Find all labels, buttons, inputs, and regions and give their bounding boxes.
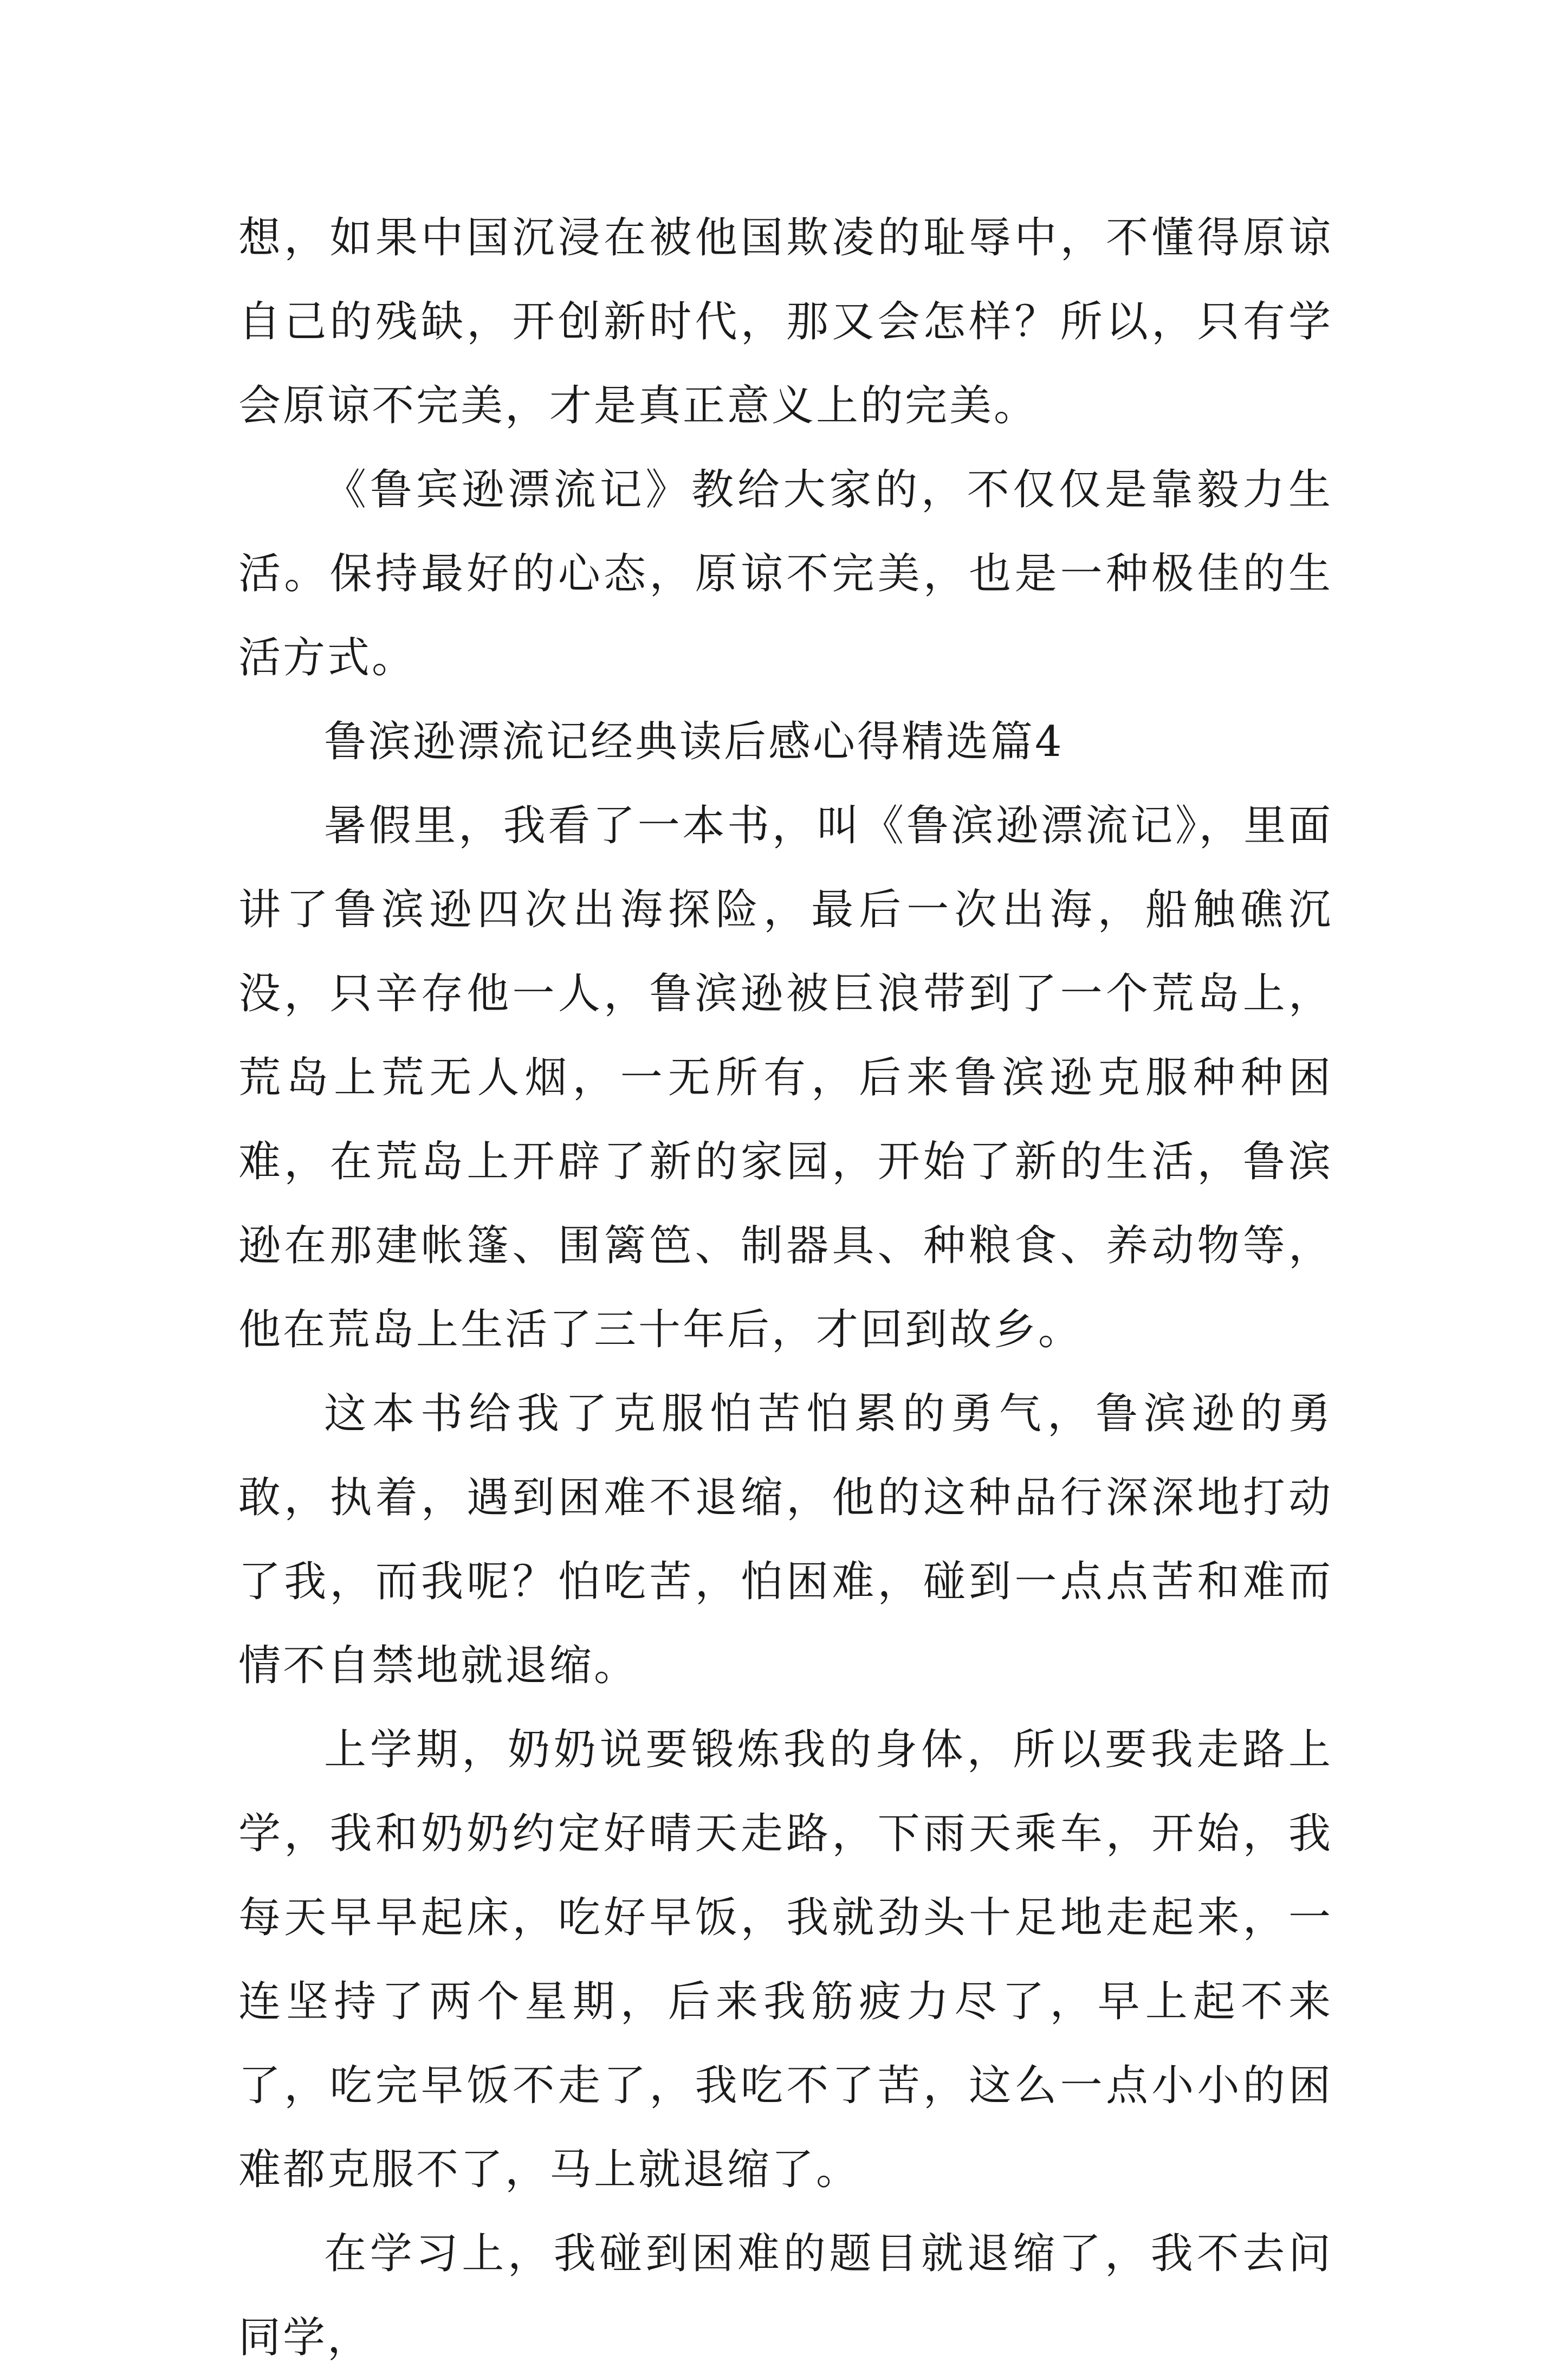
paragraph-2: 《鲁宾逊漂流记》教给大家的，不仅仅是靠毅力生活。保持最好的心态，原谅不完美，也是一种极佳的生活方式。 (238, 465, 1333, 682)
paragraph-4: 这本书给我了克服怕苦怕累的勇气，鲁滨逊的勇敢，执着，遇到困难不退缩，他的这种品行深深地打动了我，而我呢？怕吃苦，怕困难，碰到一点点苦和难而情不自禁地就退缩。 (238, 1389, 1333, 1690)
document-body (238, 196, 1333, 2380)
paragraph-1: 想，如果中国沉浸在被他国欺凌的耻辱中，不懂得原谅自己的残缺，开创新时代，那又会怎样？所以，只有学会原谅不完美，才是真正意义上的完美。 (238, 214, 1333, 430)
paragraph-3: 暑假里，我看了一本书，叫《鲁滨逊漂流记》，里面讲了鲁滨逊四次出海探险，最后一次出海，船触礁沉没，只辛存他一人，鲁滨逊被巨浪带到了一个荒岛上，荒岛上荒无人烟，一无所有，后来鲁滨逊克服种种困难，在荒岛上开辟了新的家园，开始了新的生活，鲁滨逊在那建帐篷、围篱笆、制器具、种粮食、养动物等，他在荒岛上生活了三十年后，才回到故乡。 (238, 801, 1333, 1354)
section-heading: 鲁滨逊漂流记经典读后感心得精选篇4 (324, 717, 1064, 766)
paragraph-5: 上学期，奶奶说要锻炼我的身体，所以要我走路上学，我和奶奶约定好晴天走路，下雨天乘车，开始，我每天早早起床，吃好早饭，我就劲头十足地走起来，一连坚持了两个星期，后来我筋疲力尽了，早上起不来了，吃完早饭不走了，我吃不了苦，这么一点小小的困难都克服不了，马上就退缩了。 (238, 1725, 1333, 2194)
paragraph-6: 在学习上，我碰到困难的题目就退缩了，我不去问同学， (238, 2229, 1333, 2362)
